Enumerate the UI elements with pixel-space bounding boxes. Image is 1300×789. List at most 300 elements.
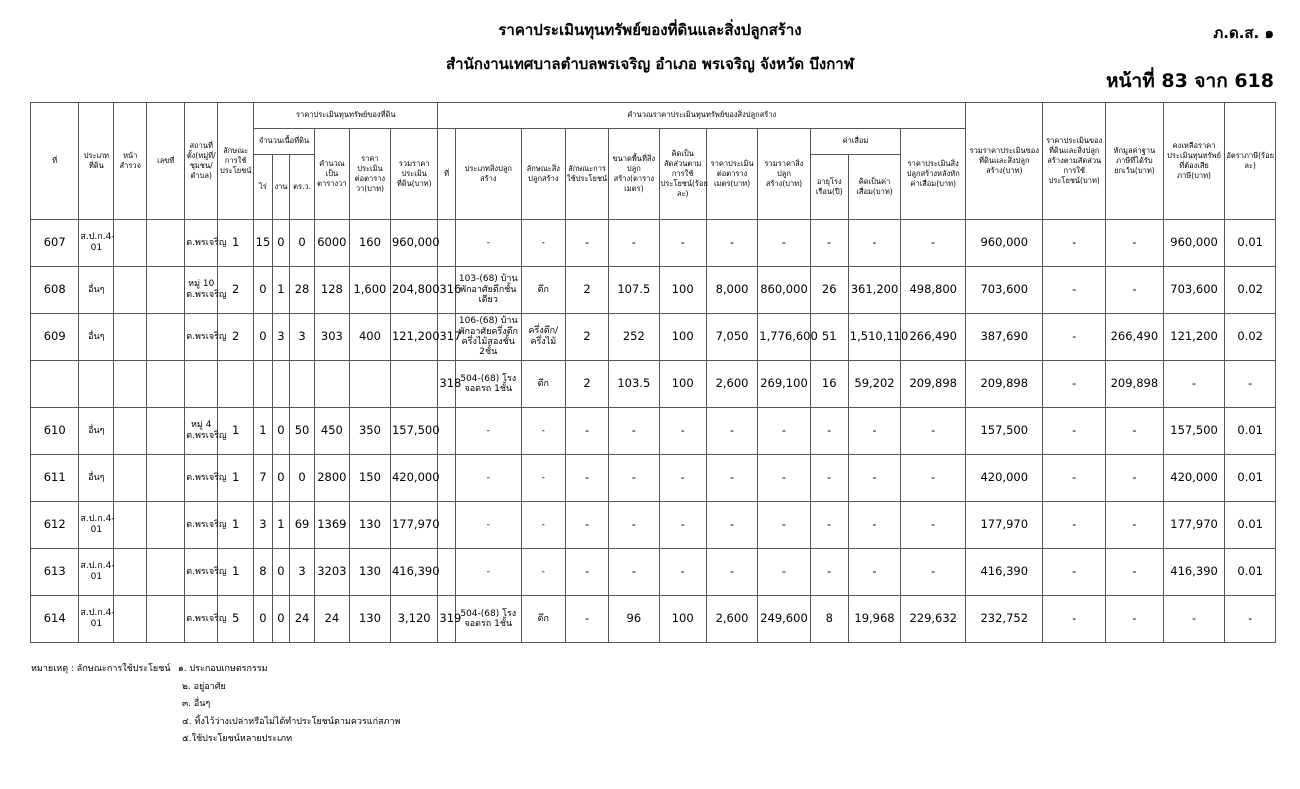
cell-tax-rate: 0.02 [1225,314,1276,361]
col-header-building-total: รวมราคาสิ่งปลูกสร้าง(บาท) [758,129,810,220]
cell-location: หมู่ 10 ต.พรเจริญ [185,267,218,314]
cell-after-depreciation: 498,800 [901,267,966,314]
cell-tax-rate: 0.01 [1225,549,1276,596]
cell-location [185,361,218,408]
col-header-no: ที่ [31,103,79,220]
cell-remaining: 960,000 [1163,220,1225,267]
cell-age: 16 [810,361,848,408]
cell-building-size: - [609,455,659,502]
cell-sqwa: 24 [290,596,315,643]
cell-ngan: 3 [272,314,289,361]
cell-land-total [390,361,437,408]
cell-sqwa: 3 [290,314,315,361]
cell-land-type: อื่นๆ [79,314,114,361]
cell-sqwa: 50 [290,408,315,455]
cell-calc-sqwa: 24 [314,596,349,643]
cell-depreciation: - [848,455,900,502]
cell-tax-rate: 0.02 [1225,267,1276,314]
cell-survey-page [114,220,147,267]
cell-number [147,314,185,361]
group-header-land: ราคาประเมินทุนทรัพย์ของที่ดิน [254,103,438,129]
cell-sqwa: 0 [290,220,315,267]
cell-building-size: 252 [609,314,659,361]
cell-price-per-sqm: - [706,220,757,267]
cell-survey-page [114,502,147,549]
cell-usage: 1 [218,455,254,502]
table-row [31,455,1276,502]
cell-building-total: 269,100 [758,361,810,408]
cell-after-depreciation: - [901,455,966,502]
cell-calc-sqwa: 450 [314,408,349,455]
cell-usage-pct: 100 [659,596,706,643]
cell-proportional-value: - [1043,596,1106,643]
cell-building-type: 106-(68) บ้านพักอาศัยครึ่งตึกครึ่งไม้สองชั้น 2ชั้น [455,314,521,361]
cell-age: - [810,549,848,596]
cell-depreciation: 361,200 [848,267,900,314]
cell-depreciation: - [848,502,900,549]
cell-price-per-sqm: 7,050 [706,314,757,361]
cell-total-land-building: 416,390 [966,549,1043,596]
notes-label: หมายเหตุ : ลักษณะการใช้ประโยชน์ [31,664,171,674]
cell-after-depreciation: 209,898 [901,361,966,408]
cell-usage: 1 [218,549,254,596]
col-header-ngan: งาน [272,155,289,220]
cell-land-total: 204,800 [390,267,437,314]
cell-price-per-sqm: 8,000 [706,267,757,314]
cell-number [147,455,185,502]
note-item: ๔. ทิ้งไว้ว่างเปล่าหรือไม่ได้ทำประโยชน์ตามควรแก่สภาพ [182,716,401,727]
table-row [31,267,1276,314]
cell-building-type: - [455,502,521,549]
cell-land-total: 3,120 [390,596,437,643]
col-header-after-depreciation: ราคาประเมินสิ่งปลูกสร้างหลังหักค่าเสื่อม(บาท) [901,129,966,220]
cell-no: 608 [31,267,79,314]
cell-building-no: 317 [438,314,455,361]
cell-calc-sqwa [314,361,349,408]
note-item: ๓. อื่นๆ [182,699,211,709]
cell-location: ต.พรเจริญ [185,596,218,643]
cell-exemption: 266,490 [1106,314,1164,361]
cell-total-land-building: 703,600 [966,267,1043,314]
cell-remaining: 157,500 [1163,408,1225,455]
cell-land-total: 157,500 [390,408,437,455]
cell-no: 610 [31,408,79,455]
table-row [31,502,1276,549]
cell-no: 607 [31,220,79,267]
cell-location: ต.พรเจริญ [185,502,218,549]
cell-land-type: อื่นๆ [79,455,114,502]
cell-exemption: - [1106,549,1164,596]
cell-price-per-sqm: - [706,502,757,549]
cell-after-depreciation: - [901,549,966,596]
cell-building-size: 107.5 [609,267,659,314]
cell-usage-pct: - [659,549,706,596]
cell-building-kind: - [521,220,565,267]
cell-building-size: - [609,502,659,549]
cell-no: 613 [31,549,79,596]
cell-land-type: อื่นๆ [79,267,114,314]
cell-building-total: - [758,549,810,596]
cell-no: 614 [31,596,79,643]
cell-building-size: 103.5 [609,361,659,408]
cell-price-per-sqwa [349,361,390,408]
cell-building-type: - [455,220,521,267]
cell-rai: 1 [254,408,273,455]
cell-land-total: 121,200 [390,314,437,361]
cell-building-no [438,220,455,267]
cell-tax-rate: 0.01 [1225,220,1276,267]
cell-proportional-value: - [1043,314,1106,361]
cell-usage-pct: 100 [659,267,706,314]
cell-usage [218,361,254,408]
cell-exemption: - [1106,455,1164,502]
cell-survey-page [114,314,147,361]
cell-building-total: - [758,220,810,267]
cell-building-size: - [609,549,659,596]
cell-price-per-sqm: 2,600 [706,596,757,643]
cell-building-total: 1,776,600 [758,314,810,361]
cell-ngan: 0 [272,455,289,502]
cell-survey-page [114,267,147,314]
col-header-total-land-building: รวมราคาประเมินของที่ดินและสิ่งปลูกสร้าง(บาท) [966,103,1043,220]
cell-ngan: 1 [272,502,289,549]
cell-exemption: - [1106,267,1164,314]
cell-rai: 15 [254,220,273,267]
col-header-building-kind: ลักษณะสิ่งปลูกสร้าง [521,129,565,220]
cell-proportional-value: - [1043,267,1106,314]
cell-usage-pct: 100 [659,361,706,408]
cell-rai: 3 [254,502,273,549]
cell-after-depreciation: 229,632 [901,596,966,643]
table-row [31,314,1276,361]
cell-building-total: 860,000 [758,267,810,314]
col-header-building-usage: ลักษณะการใช้ประโยชน์ [565,129,608,220]
cell-exemption: - [1106,408,1164,455]
cell-exemption: - [1106,502,1164,549]
cell-land-total: 416,390 [390,549,437,596]
table-row [31,596,1276,643]
cell-calc-sqwa: 128 [314,267,349,314]
cell-survey-page [114,549,147,596]
cell-tax-rate: - [1225,361,1276,408]
cell-land-type: ส.ป.ก.4-01 [79,549,114,596]
cell-remaining: - [1163,361,1225,408]
cell-calc-sqwa: 2800 [314,455,349,502]
col-header-land-type: ประเภทที่ดิน [79,103,114,220]
cell-building-no: 319 [438,596,455,643]
cell-no: 609 [31,314,79,361]
cell-price-per-sqm: 2,600 [706,361,757,408]
cell-building-kind: - [521,502,565,549]
cell-after-depreciation: - [901,502,966,549]
cell-building-usage: 2 [565,361,608,408]
cell-calc-sqwa: 6000 [314,220,349,267]
cell-building-usage: - [565,596,608,643]
cell-building-no [438,455,455,502]
cell-depreciation: 1,510,110 [848,314,900,361]
cell-building-kind: - [521,455,565,502]
cell-building-type: 103-(68) บ้านพักอาศัยตึกชั้นเดียว [455,267,521,314]
cell-usage-pct: - [659,502,706,549]
cell-building-usage: 2 [565,267,608,314]
cell-location: ต.พรเจริญ [185,455,218,502]
cell-building-usage: - [565,549,608,596]
cell-building-no [438,502,455,549]
cell-usage: 1 [218,408,254,455]
cell-exemption: 209,898 [1106,361,1164,408]
cell-age: 8 [810,596,848,643]
cell-land-total: 420,000 [390,455,437,502]
cell-building-usage: - [565,455,608,502]
cell-ngan [272,361,289,408]
cell-usage-pct: - [659,408,706,455]
col-header-exemption: หักมูลค่าฐานภาษีที่ได้รับยกเว้น(บาท) [1106,103,1164,220]
cell-ngan: 0 [272,549,289,596]
col-header-location: สถานที่ตั้ง(หมู่ที่/ชุมชน/ตำบล) [185,103,218,220]
cell-building-total: - [758,408,810,455]
cell-no: 612 [31,502,79,549]
cell-remaining: 416,390 [1163,549,1225,596]
cell-rai: 7 [254,455,273,502]
cell-land-total: 177,970 [390,502,437,549]
cell-proportional-value: - [1043,502,1106,549]
cell-usage: 1 [218,220,254,267]
cell-building-total: - [758,455,810,502]
cell-proportional-value: - [1043,549,1106,596]
col-header-building-type: ประเภทสิ่งปลูกสร้าง [455,129,521,220]
cell-price-per-sqwa: 400 [349,314,390,361]
cell-remaining: 703,600 [1163,267,1225,314]
form-code: ภ.ด.ส. ๑ [1213,24,1274,42]
cell-tax-rate: 0.01 [1225,408,1276,455]
cell-number [147,220,185,267]
cell-calc-sqwa: 1369 [314,502,349,549]
col-header-number: เลขที่ [147,103,185,220]
cell-building-type: 504-(68) โรงจอดรถ 1ชั้น [455,361,521,408]
cell-age: - [810,455,848,502]
note-item: ๑. ประกอบเกษตรกรรม [178,664,268,674]
cell-age: - [810,220,848,267]
cell-remaining: 420,000 [1163,455,1225,502]
page-title: ราคาประเมินทุนทรัพย์ของที่ดินและสิ่งปลูกสร้าง [498,21,802,39]
cell-proportional-value: - [1043,361,1106,408]
col-header-price-per-sqm: ราคาประเมินต่อตารางเมตร(บาท) [706,129,757,220]
cell-age: 26 [810,267,848,314]
cell-depreciation: - [848,408,900,455]
cell-building-no: 316 [438,267,455,314]
cell-rai: 0 [254,314,273,361]
cell-depreciation: 59,202 [848,361,900,408]
cell-land-type [79,361,114,408]
cell-price-per-sqwa: 130 [349,502,390,549]
cell-sqwa: 69 [290,502,315,549]
cell-building-usage: - [565,502,608,549]
cell-ngan: 0 [272,596,289,643]
cell-tax-rate: - [1225,596,1276,643]
table-row [31,408,1276,455]
cell-building-usage: - [565,220,608,267]
cell-usage-pct: 100 [659,314,706,361]
col-header-building-no: ที่ [438,129,455,220]
col-header-sqwa: ตร.ว. [290,155,315,220]
col-header-remaining: คงเหลือราคาประเมินทุนทรัพย์ที่ต้องเสียภาษี(บาท) [1163,103,1225,220]
cell-building-kind: - [521,408,565,455]
col-header-tax-rate: อัตราภาษี(ร้อยละ) [1225,103,1276,220]
cell-price-per-sqwa: 1,600 [349,267,390,314]
table-row [31,361,1276,408]
cell-number [147,361,185,408]
cell-building-kind: ตึก [521,267,565,314]
col-header-rai: ไร่ [254,155,273,220]
cell-building-type: - [455,455,521,502]
group-header-building: คำนวณราคาประเมินทุนทรัพย์ของสิ่งปลูกสร้าง [438,103,966,129]
cell-number [147,502,185,549]
cell-age: - [810,502,848,549]
cell-building-size: 96 [609,596,659,643]
cell-calc-sqwa: 3203 [314,549,349,596]
cell-exemption: - [1106,220,1164,267]
cell-total-land-building: 209,898 [966,361,1043,408]
cell-sqwa [290,361,315,408]
cell-building-no: 318 [438,361,455,408]
cell-building-no [438,549,455,596]
cell-building-type: - [455,549,521,596]
cell-location: หมู่ 4 ต.พรเจริญ [185,408,218,455]
cell-total-land-building: 177,970 [966,502,1043,549]
cell-building-kind: ตึก [521,361,565,408]
cell-price-per-sqwa: 130 [349,596,390,643]
cell-usage: 2 [218,314,254,361]
col-header-depreciation-amount: คิดเป็นค่าเสื่อม(บาท) [848,155,900,220]
table-row [31,220,1276,267]
cell-rai: 0 [254,596,273,643]
col-header-building-size: ขนาดพื้นที่สิ่งปลูกสร้าง(ตารางเมตร) [609,129,659,220]
cell-land-type: ส.ป.ก.4-01 [79,502,114,549]
col-header-proportional-value: ราคาประเมินของที่ดินและสิ่งปลูกสร้างตามสัดส่วนการใช้ประโยชน์(บาท) [1043,103,1106,220]
cell-no: 611 [31,455,79,502]
cell-number [147,596,185,643]
cell-exemption: - [1106,596,1164,643]
note-item: ๕.ใช้ประโยชน์หลายประเภท [182,734,293,744]
cell-age: 51 [810,314,848,361]
cell-tax-rate: 0.01 [1225,455,1276,502]
cell-building-kind: ตึก [521,596,565,643]
cell-price-per-sqm: - [706,408,757,455]
cell-remaining: - [1163,596,1225,643]
cell-usage: 5 [218,596,254,643]
cell-usage: 2 [218,267,254,314]
cell-ngan: 0 [272,408,289,455]
cell-building-size: - [609,408,659,455]
cell-land-total: 960,000 [390,220,437,267]
cell-sqwa: 3 [290,549,315,596]
cell-remaining: 121,200 [1163,314,1225,361]
cell-remaining: 177,970 [1163,502,1225,549]
page-indicator: หน้าที่ 83 จาก 618 [1106,70,1274,92]
cell-building-total: 249,600 [758,596,810,643]
cell-price-per-sqm: - [706,549,757,596]
col-header-survey-page: หน้าสำรวจ [114,103,147,220]
note-item: ๒. อยู่อาศัย [182,681,226,692]
table-row [31,549,1276,596]
cell-depreciation: 19,968 [848,596,900,643]
cell-price-per-sqwa: 130 [349,549,390,596]
cell-total-land-building: 960,000 [966,220,1043,267]
cell-building-type: 504-(68) โรงจอดรถ 1ชั้น [455,596,521,643]
group-header-depreciation: ค่าเสื่อม [810,129,901,155]
col-header-usage: ลักษณะการใช้ประโยชน์ [218,103,254,220]
cell-building-total: - [758,502,810,549]
cell-building-usage: - [565,408,608,455]
col-header-usage-pct: คิดเป็นสัดส่วนตามการใช้ประโยชน์(ร้อยละ) [659,129,706,220]
cell-survey-page [114,408,147,455]
cell-ngan: 0 [272,220,289,267]
cell-ngan: 1 [272,267,289,314]
cell-proportional-value: - [1043,455,1106,502]
cell-total-land-building: 420,000 [966,455,1043,502]
cell-building-no [438,408,455,455]
cell-land-type: ส.ป.ก.4-01 [79,596,114,643]
cell-survey-page [114,596,147,643]
cell-rai: 8 [254,549,273,596]
assessment-table [30,102,1276,643]
cell-age: - [810,408,848,455]
cell-building-size: - [609,220,659,267]
cell-total-land-building: 387,690 [966,314,1043,361]
cell-location: ต.พรเจริญ [185,314,218,361]
cell-survey-page [114,455,147,502]
cell-location: ต.พรเจริญ [185,220,218,267]
cell-usage: 1 [218,502,254,549]
col-header-land-total: รวมราคาประเมินที่ดิน(บาท) [390,129,437,220]
cell-number [147,549,185,596]
cell-depreciation: - [848,549,900,596]
cell-usage-pct: - [659,220,706,267]
cell-rai [254,361,273,408]
cell-sqwa: 0 [290,455,315,502]
cell-total-land-building: 232,752 [966,596,1043,643]
col-header-calc-sqwa: คำนวณเป็นตารางวา [314,129,349,220]
cell-calc-sqwa: 303 [314,314,349,361]
col-header-price-per-sqwa: ราคาประเมินต่อตารางวา(บาท) [349,129,390,220]
notes-section [31,661,400,749]
office-subtitle: สำนักงานเทศบาลตำบลพรเจริญ อำเภอ พรเจริญ จังหวัด บึงกาฬ [446,55,854,73]
cell-after-depreciation: 266,490 [901,314,966,361]
group-header-area: จำนวนเนื้อที่ดิน [254,129,315,155]
cell-building-kind: ครึ่งตึก/ครึ่งไม้ [521,314,565,361]
cell-proportional-value: - [1043,408,1106,455]
cell-price-per-sqwa: 350 [349,408,390,455]
cell-location: ต.พรเจริญ [185,549,218,596]
cell-no [31,361,79,408]
cell-building-usage: 2 [565,314,608,361]
cell-land-type: ส.ป.ก.4-01 [79,220,114,267]
cell-price-per-sqwa: 150 [349,455,390,502]
cell-land-type: อื่นๆ [79,408,114,455]
cell-survey-page [114,361,147,408]
cell-building-kind: - [521,549,565,596]
cell-proportional-value: - [1043,220,1106,267]
cell-building-type: - [455,408,521,455]
cell-usage-pct: - [659,455,706,502]
col-header-age: อายุโรงเรือน(ปี) [810,155,848,220]
cell-rai: 0 [254,267,273,314]
cell-after-depreciation: - [901,408,966,455]
cell-total-land-building: 157,500 [966,408,1043,455]
cell-price-per-sqm: - [706,455,757,502]
cell-number [147,267,185,314]
cell-after-depreciation: - [901,220,966,267]
